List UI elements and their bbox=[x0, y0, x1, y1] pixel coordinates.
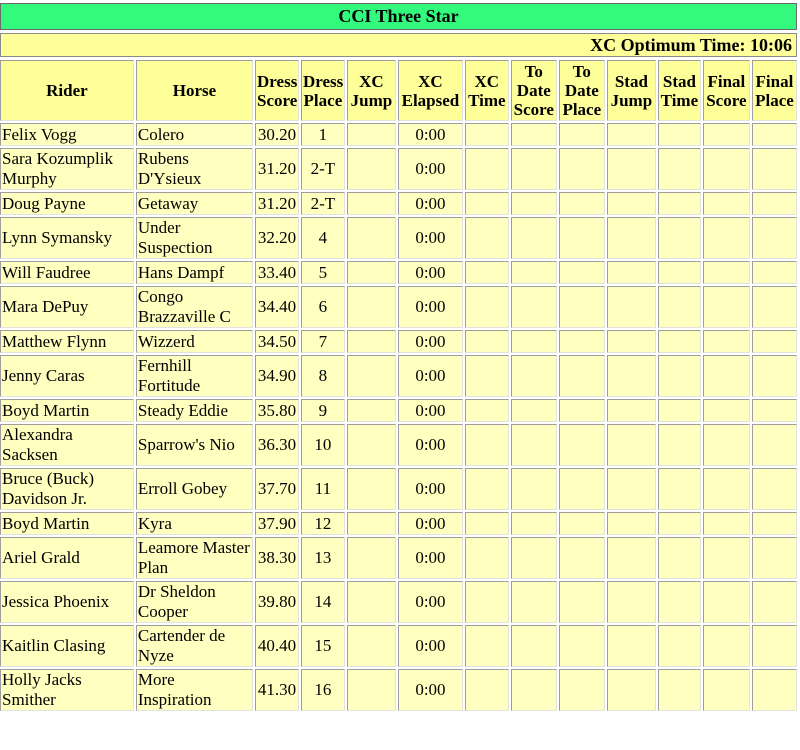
stad-jump-cell bbox=[607, 468, 656, 510]
final-place-cell bbox=[752, 330, 797, 353]
xc-elapsed-cell: 0:00 bbox=[398, 424, 463, 466]
rider-cell: Jessica Phoenix bbox=[0, 581, 134, 623]
to-date-score-cell bbox=[511, 399, 557, 422]
final-score-cell bbox=[703, 512, 750, 535]
column-header: Stad Jump bbox=[607, 60, 656, 121]
table-header-row bbox=[0, 60, 797, 121]
stad-jump-cell bbox=[607, 148, 656, 190]
rider-cell: Boyd Martin bbox=[0, 512, 134, 535]
final-score-cell bbox=[703, 581, 750, 623]
xc-elapsed-cell: 0:00 bbox=[398, 217, 463, 259]
xc-elapsed-cell: 0:00 bbox=[398, 537, 463, 579]
xc-elapsed-cell: 0:00 bbox=[398, 581, 463, 623]
column-header: XC Time bbox=[465, 60, 509, 121]
horse-cell: Hans Dampf bbox=[136, 261, 253, 284]
xc-elapsed-cell: 0:00 bbox=[398, 399, 463, 422]
xc-time-cell bbox=[465, 286, 509, 328]
stad-jump-cell bbox=[607, 669, 656, 711]
stad-time-cell bbox=[658, 512, 701, 535]
xc-elapsed-cell: 0:00 bbox=[398, 261, 463, 284]
stad-time-cell bbox=[658, 355, 701, 397]
xc-time-cell bbox=[465, 512, 509, 535]
stad-time-cell bbox=[658, 330, 701, 353]
table-row bbox=[0, 399, 797, 422]
dress-place-cell: 2-T bbox=[301, 148, 345, 190]
dress-place-cell: 5 bbox=[301, 261, 345, 284]
xc-time-cell bbox=[465, 468, 509, 510]
final-score-cell bbox=[703, 468, 750, 510]
to-date-place-cell bbox=[559, 424, 605, 466]
xc-optimum-time: XC Optimum Time: 10:06 bbox=[0, 33, 797, 57]
to-date-score-cell bbox=[511, 286, 557, 328]
final-score-cell bbox=[703, 399, 750, 422]
stad-jump-cell bbox=[607, 192, 656, 215]
stad-jump-cell bbox=[607, 217, 656, 259]
stad-jump-cell bbox=[607, 512, 656, 535]
xc-jump-cell bbox=[347, 399, 396, 422]
stad-time-cell bbox=[658, 261, 701, 284]
stad-jump-cell bbox=[607, 261, 656, 284]
table-row bbox=[0, 330, 797, 353]
table-row bbox=[0, 217, 797, 259]
column-header: Dress Score bbox=[255, 60, 299, 121]
horse-cell: Congo Brazzaville C bbox=[136, 286, 253, 328]
to-date-place-cell bbox=[559, 330, 605, 353]
dress-place-cell: 11 bbox=[301, 468, 345, 510]
final-score-cell bbox=[703, 537, 750, 579]
rider-cell: Kaitlin Clasing bbox=[0, 625, 134, 667]
stad-time-cell bbox=[658, 581, 701, 623]
horse-cell: Erroll Gobey bbox=[136, 468, 253, 510]
rider-cell: Boyd Martin bbox=[0, 399, 134, 422]
horse-cell: Steady Eddie bbox=[136, 399, 253, 422]
dress-score-cell: 30.20 bbox=[255, 123, 299, 146]
xc-time-cell bbox=[465, 330, 509, 353]
column-header: Dress Place bbox=[301, 60, 345, 121]
to-date-place-cell bbox=[559, 192, 605, 215]
xc-jump-cell bbox=[347, 424, 396, 466]
table-row bbox=[0, 286, 797, 328]
table-row bbox=[0, 355, 797, 397]
stad-jump-cell bbox=[607, 581, 656, 623]
rider-cell: Felix Vogg bbox=[0, 123, 134, 146]
final-score-cell bbox=[703, 286, 750, 328]
horse-cell: Getaway bbox=[136, 192, 253, 215]
to-date-score-cell bbox=[511, 581, 557, 623]
horse-cell: Leamore Master Plan bbox=[136, 537, 253, 579]
dress-score-cell: 34.90 bbox=[255, 355, 299, 397]
table-row bbox=[0, 468, 797, 510]
to-date-score-cell bbox=[511, 537, 557, 579]
dress-place-cell: 16 bbox=[301, 669, 345, 711]
stad-time-cell bbox=[658, 286, 701, 328]
horse-cell: Rubens D'Ysieux bbox=[136, 148, 253, 190]
dress-place-cell: 4 bbox=[301, 217, 345, 259]
stad-time-cell bbox=[658, 625, 701, 667]
rider-cell: Ariel Grald bbox=[0, 537, 134, 579]
xc-elapsed-cell: 0:00 bbox=[398, 512, 463, 535]
to-date-place-cell bbox=[559, 669, 605, 711]
table-row bbox=[0, 512, 797, 535]
dress-place-cell: 2-T bbox=[301, 192, 345, 215]
rider-cell: Holly Jacks Smither bbox=[0, 669, 134, 711]
to-date-score-cell bbox=[511, 355, 557, 397]
rider-cell: Mara DePuy bbox=[0, 286, 134, 328]
final-place-cell bbox=[752, 217, 797, 259]
horse-cell: More Inspiration bbox=[136, 669, 253, 711]
xc-jump-cell bbox=[347, 217, 396, 259]
table-row bbox=[0, 148, 797, 190]
xc-time-cell bbox=[465, 217, 509, 259]
xc-jump-cell bbox=[347, 148, 396, 190]
to-date-place-cell bbox=[559, 123, 605, 146]
column-header: To Date Place bbox=[559, 60, 605, 121]
to-date-score-cell bbox=[511, 148, 557, 190]
stad-jump-cell bbox=[607, 330, 656, 353]
rider-cell: Bruce (Buck) Davidson Jr. bbox=[0, 468, 134, 510]
final-score-cell bbox=[703, 192, 750, 215]
stad-time-cell bbox=[658, 424, 701, 466]
final-place-cell bbox=[752, 424, 797, 466]
dress-place-cell: 7 bbox=[301, 330, 345, 353]
to-date-place-cell bbox=[559, 581, 605, 623]
xc-time-cell bbox=[465, 537, 509, 579]
final-score-cell bbox=[703, 424, 750, 466]
final-place-cell bbox=[752, 148, 797, 190]
final-place-cell bbox=[752, 192, 797, 215]
dress-score-cell: 31.20 bbox=[255, 192, 299, 215]
xc-jump-cell bbox=[347, 355, 396, 397]
stad-time-cell bbox=[658, 468, 701, 510]
to-date-score-cell bbox=[511, 192, 557, 215]
horse-cell: Colero bbox=[136, 123, 253, 146]
final-place-cell bbox=[752, 581, 797, 623]
xc-jump-cell bbox=[347, 286, 396, 328]
column-header: Final Place bbox=[752, 60, 797, 121]
xc-jump-cell bbox=[347, 330, 396, 353]
horse-cell: Wizzerd bbox=[136, 330, 253, 353]
dress-score-cell: 31.20 bbox=[255, 148, 299, 190]
column-header: XC Elapsed bbox=[398, 60, 463, 121]
to-date-place-cell bbox=[559, 217, 605, 259]
results-table bbox=[0, 58, 799, 713]
dress-score-cell: 37.70 bbox=[255, 468, 299, 510]
xc-time-cell bbox=[465, 192, 509, 215]
to-date-place-cell bbox=[559, 625, 605, 667]
to-date-place-cell bbox=[559, 468, 605, 510]
to-date-score-cell bbox=[511, 512, 557, 535]
dress-score-cell: 37.90 bbox=[255, 512, 299, 535]
dress-place-cell: 10 bbox=[301, 424, 345, 466]
to-date-score-cell bbox=[511, 330, 557, 353]
rider-cell: Alexandra Sacksen bbox=[0, 424, 134, 466]
xc-jump-cell bbox=[347, 625, 396, 667]
stad-jump-cell bbox=[607, 286, 656, 328]
rider-cell: Jenny Caras bbox=[0, 355, 134, 397]
stad-time-cell bbox=[658, 217, 701, 259]
horse-cell: Kyra bbox=[136, 512, 253, 535]
xc-time-cell bbox=[465, 148, 509, 190]
to-date-place-cell bbox=[559, 148, 605, 190]
stad-time-cell bbox=[658, 123, 701, 146]
results-body bbox=[0, 123, 797, 711]
final-score-cell bbox=[703, 261, 750, 284]
dress-score-cell: 41.30 bbox=[255, 669, 299, 711]
final-place-cell bbox=[752, 669, 797, 711]
final-place-cell bbox=[752, 355, 797, 397]
horse-cell: Cartender de Nyze bbox=[136, 625, 253, 667]
dress-score-cell: 40.40 bbox=[255, 625, 299, 667]
stad-jump-cell bbox=[607, 424, 656, 466]
xc-jump-cell bbox=[347, 537, 396, 579]
xc-elapsed-cell: 0:00 bbox=[398, 148, 463, 190]
to-date-place-cell bbox=[559, 512, 605, 535]
xc-elapsed-cell: 0:00 bbox=[398, 123, 463, 146]
final-place-cell bbox=[752, 512, 797, 535]
stad-time-cell bbox=[658, 537, 701, 579]
stad-time-cell bbox=[658, 399, 701, 422]
horse-cell: Sparrow's Nio bbox=[136, 424, 253, 466]
xc-elapsed-cell: 0:00 bbox=[398, 468, 463, 510]
final-place-cell bbox=[752, 123, 797, 146]
horse-cell: Under Suspection bbox=[136, 217, 253, 259]
table-row bbox=[0, 669, 797, 711]
xc-time-cell bbox=[465, 261, 509, 284]
column-header: XC Jump bbox=[347, 60, 396, 121]
final-place-cell bbox=[752, 286, 797, 328]
final-score-cell bbox=[703, 625, 750, 667]
to-date-place-cell bbox=[559, 355, 605, 397]
dress-score-cell: 34.50 bbox=[255, 330, 299, 353]
to-date-score-cell bbox=[511, 123, 557, 146]
to-date-score-cell bbox=[511, 261, 557, 284]
final-score-cell bbox=[703, 217, 750, 259]
final-score-cell bbox=[703, 330, 750, 353]
table-row bbox=[0, 123, 797, 146]
rider-cell: Lynn Symansky bbox=[0, 217, 134, 259]
stad-jump-cell bbox=[607, 537, 656, 579]
horse-cell: Fernhill Fortitude bbox=[136, 355, 253, 397]
column-header: Horse bbox=[136, 60, 253, 121]
xc-time-cell bbox=[465, 625, 509, 667]
dress-score-cell: 32.20 bbox=[255, 217, 299, 259]
xc-jump-cell bbox=[347, 192, 396, 215]
division-title: CCI Three Star bbox=[0, 3, 797, 30]
table-row bbox=[0, 424, 797, 466]
xc-elapsed-cell: 0:00 bbox=[398, 286, 463, 328]
to-date-place-cell bbox=[559, 537, 605, 579]
xc-elapsed-cell: 0:00 bbox=[398, 355, 463, 397]
rider-cell: Will Faudree bbox=[0, 261, 134, 284]
xc-time-cell bbox=[465, 399, 509, 422]
dress-score-cell: 36.30 bbox=[255, 424, 299, 466]
stad-jump-cell bbox=[607, 355, 656, 397]
column-header: To Date Score bbox=[511, 60, 557, 121]
results-page bbox=[0, 3, 797, 713]
xc-time-cell bbox=[465, 424, 509, 466]
dress-place-cell: 14 bbox=[301, 581, 345, 623]
dress-place-cell: 12 bbox=[301, 512, 345, 535]
table-row bbox=[0, 537, 797, 579]
xc-elapsed-cell: 0:00 bbox=[398, 669, 463, 711]
dress-score-cell: 35.80 bbox=[255, 399, 299, 422]
stad-time-cell bbox=[658, 192, 701, 215]
dress-score-cell: 39.80 bbox=[255, 581, 299, 623]
stad-jump-cell bbox=[607, 123, 656, 146]
to-date-place-cell bbox=[559, 399, 605, 422]
dress-place-cell: 1 bbox=[301, 123, 345, 146]
final-score-cell bbox=[703, 355, 750, 397]
stad-jump-cell bbox=[607, 399, 656, 422]
xc-time-cell bbox=[465, 581, 509, 623]
xc-jump-cell bbox=[347, 123, 396, 146]
xc-jump-cell bbox=[347, 468, 396, 510]
rider-cell: Sara Kozumplik Murphy bbox=[0, 148, 134, 190]
final-place-cell bbox=[752, 399, 797, 422]
to-date-place-cell bbox=[559, 286, 605, 328]
column-header: Stad Time bbox=[658, 60, 701, 121]
dress-score-cell: 38.30 bbox=[255, 537, 299, 579]
stad-time-cell bbox=[658, 148, 701, 190]
final-score-cell bbox=[703, 669, 750, 711]
xc-elapsed-cell: 0:00 bbox=[398, 192, 463, 215]
dress-place-cell: 6 bbox=[301, 286, 345, 328]
to-date-score-cell bbox=[511, 625, 557, 667]
table-row bbox=[0, 581, 797, 623]
xc-jump-cell bbox=[347, 581, 396, 623]
to-date-score-cell bbox=[511, 217, 557, 259]
stad-time-cell bbox=[658, 669, 701, 711]
dress-place-cell: 8 bbox=[301, 355, 345, 397]
final-place-cell bbox=[752, 625, 797, 667]
horse-cell: Dr Sheldon Cooper bbox=[136, 581, 253, 623]
final-score-cell bbox=[703, 123, 750, 146]
dress-score-cell: 34.40 bbox=[255, 286, 299, 328]
xc-jump-cell bbox=[347, 669, 396, 711]
xc-time-cell bbox=[465, 669, 509, 711]
xc-elapsed-cell: 0:00 bbox=[398, 330, 463, 353]
xc-jump-cell bbox=[347, 261, 396, 284]
rider-cell: Doug Payne bbox=[0, 192, 134, 215]
xc-time-cell bbox=[465, 355, 509, 397]
stad-jump-cell bbox=[607, 625, 656, 667]
column-header: Rider bbox=[0, 60, 134, 121]
table-row bbox=[0, 261, 797, 284]
dress-place-cell: 15 bbox=[301, 625, 345, 667]
xc-jump-cell bbox=[347, 512, 396, 535]
column-header: Final Score bbox=[703, 60, 750, 121]
to-date-place-cell bbox=[559, 261, 605, 284]
dress-score-cell: 33.40 bbox=[255, 261, 299, 284]
to-date-score-cell bbox=[511, 468, 557, 510]
rider-cell: Matthew Flynn bbox=[0, 330, 134, 353]
dress-place-cell: 9 bbox=[301, 399, 345, 422]
final-score-cell bbox=[703, 148, 750, 190]
dress-place-cell: 13 bbox=[301, 537, 345, 579]
to-date-score-cell bbox=[511, 424, 557, 466]
final-place-cell bbox=[752, 537, 797, 579]
final-place-cell bbox=[752, 468, 797, 510]
table-row bbox=[0, 625, 797, 667]
table-row bbox=[0, 192, 797, 215]
to-date-score-cell bbox=[511, 669, 557, 711]
xc-time-cell bbox=[465, 123, 509, 146]
final-place-cell bbox=[752, 261, 797, 284]
xc-elapsed-cell: 0:00 bbox=[398, 625, 463, 667]
